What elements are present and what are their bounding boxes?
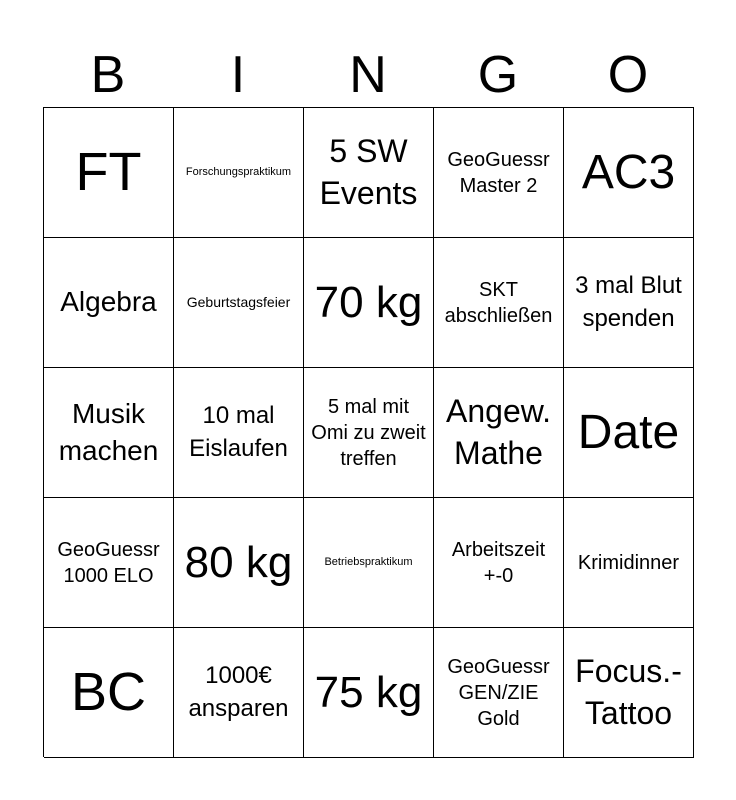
bingo-grid [43, 107, 694, 757]
cell-text: Focus.-Tattoo [575, 652, 682, 731]
header-letter-n: N [349, 46, 387, 104]
cell-text: GeoGuessr 1000 ELO [57, 538, 160, 587]
cell-text: Geburtstagsfeier [186, 294, 291, 311]
bingo-cell[interactable] [564, 238, 694, 368]
cell-text: 5 SW Events [319, 132, 418, 211]
cell-text: FT [75, 141, 142, 202]
header-letter-o: O [607, 46, 649, 104]
bingo-cell[interactable] [304, 628, 434, 758]
cell-text: 70 kg [314, 277, 423, 327]
bingo-cell[interactable] [434, 498, 564, 628]
header-letter-b: B [90, 46, 126, 104]
bingo-cell[interactable] [304, 108, 434, 238]
bingo-cell[interactable] [44, 498, 174, 628]
cell-text: 75 kg [314, 667, 423, 717]
cell-text: GeoGuessr Master 2 [447, 148, 550, 197]
bingo-cell[interactable] [304, 368, 434, 498]
bingo-cell[interactable] [174, 498, 304, 628]
bingo-cell[interactable] [44, 238, 174, 368]
cell-text: Musik machen [58, 398, 159, 466]
bingo-cell[interactable] [434, 628, 564, 758]
bingo-cell[interactable] [304, 238, 434, 368]
cell-text: 3 mal Blut spenden [575, 272, 682, 332]
cell-text: GeoGuessr GEN/ZIE Gold [447, 655, 550, 730]
bingo-cell[interactable] [174, 368, 304, 498]
cell-text: 1000€ ansparen [188, 662, 289, 722]
bingo-cell[interactable] [174, 628, 304, 758]
cell-text: SKT abschließen [444, 278, 553, 327]
bingo-cell[interactable] [564, 628, 694, 758]
cell-text: 10 mal Eislaufen [189, 402, 288, 462]
cell-text: 5 mal mit Omi zu zweit treffen [311, 395, 426, 470]
bingo-cell[interactable] [564, 498, 694, 628]
header-letter-i: I [230, 46, 246, 104]
bingo-cell[interactable] [434, 368, 564, 498]
bingo-cell[interactable] [174, 238, 304, 368]
bingo-header [43, 42, 693, 108]
cell-text: AC3 [581, 145, 676, 199]
bingo-cell[interactable] [44, 628, 174, 758]
cell-text: Forschungspraktikum [185, 166, 292, 179]
cell-text: 80 kg [184, 537, 293, 587]
header-letter-g: G [477, 46, 519, 104]
cell-text: Krimidinner [577, 551, 680, 574]
bingo-cell[interactable] [434, 238, 564, 368]
cell-text: BC [70, 661, 146, 722]
bingo-cell[interactable] [44, 108, 174, 238]
cell-text: Algebra [60, 286, 157, 318]
cell-text: Arbeitszeit +-0 [451, 538, 546, 587]
cell-text: Betriebspraktikum [324, 556, 413, 569]
cell-text: Angew. Mathe [446, 392, 551, 471]
bingo-cell[interactable] [564, 368, 694, 498]
cell-text: Date [577, 405, 680, 459]
bingo-cell[interactable] [174, 108, 304, 238]
bingo-cell[interactable] [564, 108, 694, 238]
bingo-cell[interactable] [44, 368, 174, 498]
bingo-cell[interactable] [304, 498, 434, 628]
bingo-cell[interactable] [434, 108, 564, 238]
